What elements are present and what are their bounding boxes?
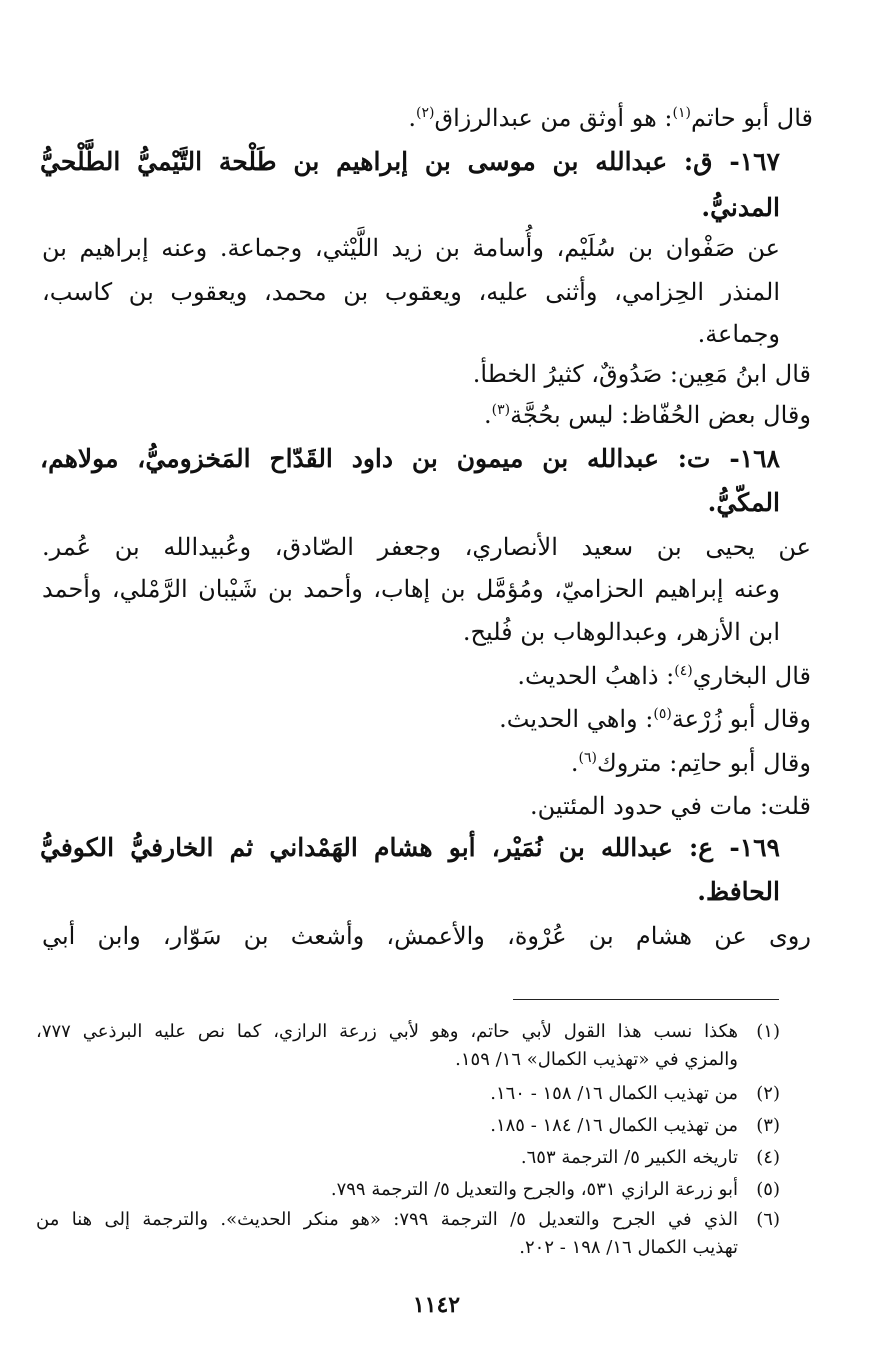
footnote-ref: (٤)	[674, 663, 693, 679]
footnote-1	[36, 1018, 780, 1046]
footnote-number: (٤)	[756, 1147, 780, 1168]
page-number: ١١٤٢	[412, 1292, 461, 1318]
footnote-ref: (٥)	[653, 706, 672, 722]
footnote-text: من تهذيب الكمال ١٦/ ١٥٨ - ١٦٠.	[490, 1083, 738, 1104]
footnote-separator	[513, 999, 779, 1000]
text-line: وعنه إبراهيم الحزاميّ، ومُؤمَّل بن إهاب، وأحمد بن شَيْبان الرَّمْلي، وأحمد	[42, 575, 780, 603]
footnote-number: (٥)	[756, 1179, 780, 1200]
text-span: : ذاهبُ الحديث.	[517, 662, 675, 690]
footnote-number: (٦)	[756, 1209, 780, 1230]
entry-heading-167-cont: المدنيُّ.	[701, 193, 780, 222]
footnote-ref: (٦)	[578, 750, 597, 766]
text-line: عن يحيى بن سعيد الأنصاري، وجعفر الصّادق، وعُبيدالله بن عُمر.	[42, 533, 811, 561]
footnote-ref: (١)	[672, 105, 691, 121]
entry-heading-169: ١٦٩- ع: عبدالله بن نُمَيْر، أبو هشام الهَمْداني ثم الخارفيُّ الكوفيُّ	[40, 833, 780, 862]
text-line: وجماعة.	[697, 320, 780, 348]
footnote-ref: (٢)	[416, 105, 435, 121]
entry-heading-167: ١٦٧- ق: عبدالله بن موسى بن إبراهيم بن طَلْحة التَّيْميُّ الطَّلْحيُّ	[40, 147, 780, 176]
text-line-14	[40, 654, 811, 698]
text-line: عن صَفْوان بن سُلَيْم، وأُسامة بن زيد اللَّيْثي، وجماعة. وعنه إبراهيم بن	[42, 234, 780, 262]
entry-heading-168-cont: المكّيُّ.	[707, 488, 780, 517]
text-line-8: وقال بعض الحُفّاظ: ليس بحُجَّة$^{(٣)}$.	[484, 401, 811, 429]
entry-heading-169-cont: الحافظ.	[697, 877, 780, 906]
footnote-text: تاريخه الكبير ٥/ الترجمة ٦٥٣.	[520, 1147, 738, 1168]
footnote-6	[36, 1206, 780, 1234]
footnote-3	[36, 1112, 780, 1140]
text-line: قال ابنُ مَعِين: صَدُوقٌ، كثيرُ الخطأ.	[472, 360, 811, 388]
footnote-text: من تهذيب الكمال ١٦/ ١٨٤ - ١٨٥.	[490, 1115, 738, 1136]
text-span: وقال بعض الحُفّاظ: ليس بحُجَّة	[510, 401, 811, 429]
entry-heading-168: ١٦٨- ت: عبدالله بن ميمون بن داود القَدّاح المَخزوميُّ، مولاهم،	[40, 444, 780, 473]
footnote-number: (٢)	[756, 1083, 780, 1104]
footnote-text: هكذا نسب هذا القول لأبي حاتم، وهو لأبي زرعة الرازي، كما نص عليه البرذعي ٧٧٧،	[36, 1021, 738, 1042]
text-span: قال أبو حاتم	[690, 104, 813, 132]
footnote-text: الذي في الجرح والتعديل ٥/ الترجمة ٧٩٩: «هو منكر الحديث». والترجمة إلى هنا من	[36, 1209, 738, 1230]
text-span: : هو أوثق من عبدالرزاق	[434, 104, 673, 132]
text-line: قلت: مات في حدود المئتين.	[529, 792, 811, 820]
text-line-15	[40, 697, 811, 741]
text-line-16: وقال أبو حاتِم: متروك$^{(٦)}$.	[570, 749, 811, 777]
text-line: المنذر الحِزامي، وأثنى عليه، ويعقوب بن محمد، ويعقوب بن كاسب،	[42, 278, 780, 306]
footnote-4	[36, 1144, 780, 1172]
text-line: روى عن هشام بن عُرْوة، والأعمش، وأشعث بن سَوّار، وابن أبي	[42, 922, 811, 950]
text-span: : واهي الحديث.	[499, 705, 654, 733]
text-line-1: قال أبو حاتم$^{(١)}$: هو أوثق من عبدالرزاق$^{(٢)}$.	[408, 104, 813, 132]
footnote-ref: (٣)	[491, 402, 511, 418]
footnote-1-cont: والمزي في «تهذيب الكمال» ١٦/ ١٥٩.	[455, 1049, 738, 1070]
text-span: وقال أبو زُرْعة	[671, 705, 811, 733]
footnote-text: أبو زرعة الرازي ٥٣١، والجرح والتعديل ٥/ الترجمة ٧٩٩.	[330, 1179, 738, 1200]
footnote-2	[36, 1080, 780, 1108]
footnote-number: (٣)	[756, 1115, 780, 1136]
footnote-6-cont: تهذيب الكمال ١٦/ ١٩٨ - ٢٠٢.	[519, 1237, 738, 1258]
text-span: قال البخاري	[692, 662, 811, 690]
text-line: ابن الأزهر، وعبدالوهاب بن فُليح.	[462, 618, 780, 646]
footnote-5	[36, 1176, 780, 1204]
text-span: وقال أبو حاتِم: متروك	[596, 749, 811, 777]
footnote-number: (١)	[756, 1021, 780, 1042]
